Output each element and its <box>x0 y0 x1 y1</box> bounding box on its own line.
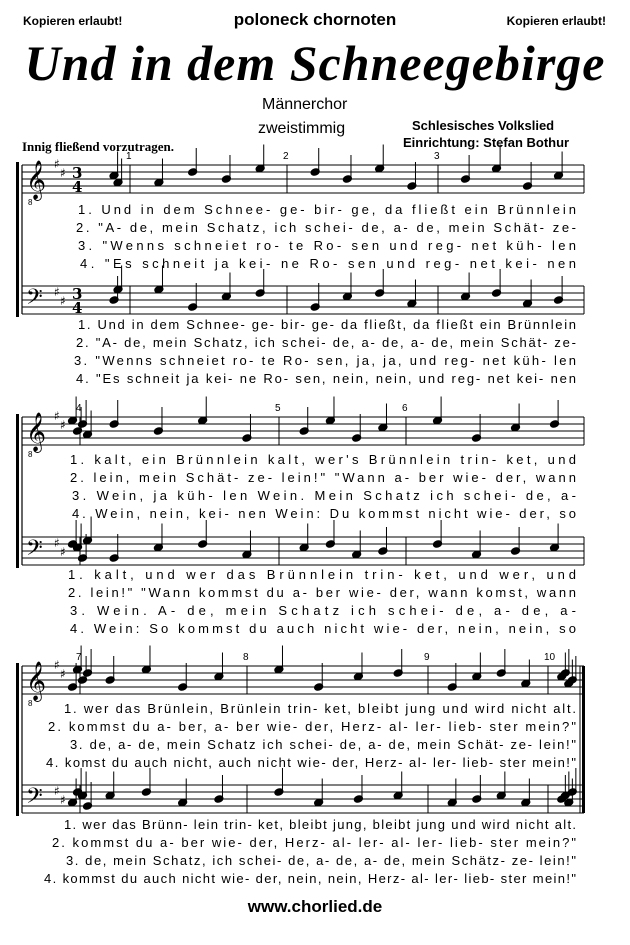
upper-voice-lyric-line: 3. Wein, ja küh- len Wein. Mein Schatz ich schei- de, a- <box>72 488 577 503</box>
lower-voice-lyric-line: 3. Wein. A- de, mein Schatz ich schei- de, a- de, a- <box>70 603 576 618</box>
treble-key-sharp-icon: ♯ <box>54 409 60 423</box>
measure-number: 2 <box>283 151 289 162</box>
song-source: Schlesisches Volkslied <box>412 118 555 133</box>
bass-key-sharp-icon: ♯ <box>60 294 66 308</box>
bass-key-sharp-icon: ♯ <box>54 285 60 299</box>
copy-notice-left: Kopieren erlaubt! <box>23 14 123 28</box>
upper-voice-lyric-line: 4. Wein, nein, kei- nen Wein: Du kommst nicht wie- der, so <box>72 506 576 521</box>
website-footer: www.chorlied.de <box>247 897 383 916</box>
upper-voice-lyric-line: 1. kalt, ein Brünnlein kalt, wer's Brünnlein trin- ket, und <box>70 452 576 467</box>
lower-voice-lyric-line: 2. lein!" "Wann kommst du a- ber wie- der, wann komst, wann <box>68 585 576 600</box>
time-signature-bottom: 4 <box>72 299 83 317</box>
bass-clef-icon: 𝄢 <box>26 784 43 814</box>
lower-voice-lyric-line: 1. kalt, und wer das Brünnlein trin- ket, und wer, und <box>68 567 577 582</box>
voicing-line-2: zweistimmig <box>258 120 346 137</box>
lower-voice-lyric-line: 4. kommst du auch nicht wie- der, nein, nein, Herz- al- ler- lieb- ster mein!" <box>44 871 576 886</box>
upper-voice-lyric-line: 4. "Es schneit ja kei- ne Ro- sen und reg- net kei- nen <box>80 256 577 271</box>
upper-voice-lyric-line: 3. de, a- de, mein Schatz ich schei- de, a- de, mein Schät- ze- lein!" <box>70 737 576 752</box>
treble-key-sharp-icon: ♯ <box>60 667 66 681</box>
measure-number: 3 <box>434 151 440 162</box>
lower-voice-lyric-line: 1. Und in dem Schnee- ge- bir- ge- da fließt, da fließt ein Brünnlein <box>78 317 576 332</box>
upper-voice-lyric-line: 3. "Wenns schneiet ro- te Ro- sen und reg- net küh- len <box>78 238 576 253</box>
measure-number: 4 <box>76 403 82 414</box>
upper-voice-lyric-line: 1. Und in dem Schnee- ge- bir- ge, da fließt ein Brünnlein <box>78 202 576 217</box>
arranger-credit: Einrichtung: Stefan Bothur <box>403 135 570 150</box>
upper-voice-lyric-line: 1. wer das Brünlein, Brünlein trin- ket, bleibt jung und wird nicht alt. <box>64 701 576 716</box>
measure-number: 10 <box>544 652 556 663</box>
system-brace <box>16 162 19 317</box>
lower-voice-lyric-line: 3. de, mein Schatz, ich schei- de, a- de, a- de, mein Schätz- ze- lein!" <box>66 853 576 868</box>
treble-key-sharp-icon: ♯ <box>54 658 60 672</box>
final-barline-thick <box>582 666 585 813</box>
tempo-marking: Innig fließend vorzutragen. <box>22 139 175 154</box>
measure-number: 6 <box>402 403 408 414</box>
system-brace <box>16 663 19 816</box>
treble-clef-icon: 𝄞 <box>26 160 47 200</box>
brand-name: poloneck chornoten <box>233 10 397 29</box>
treble-key-sharp-icon: ♯ <box>60 418 66 432</box>
lower-voice-lyric-line: 4. "Es schneit ja kei- ne Ro- sen, nein, nein, und reg- net kei- nen <box>76 371 577 386</box>
bass-key-sharp-icon: ♯ <box>54 536 60 550</box>
octave-marker: 8 <box>28 699 33 708</box>
lower-voice-lyric-line: 3. "Wenns schneiet ro- te Ro- sen, ja, ja, und reg- net küh- len <box>74 353 576 368</box>
upper-voice-lyric-line: 4. komst du auch nicht, auch nicht wie- der, Herz- al- ler- lieb- ster mein!" <box>46 755 577 770</box>
upper-voice-lyric-line: 2. "A- de, mein Schatz, ich schei- de, a- de, mein Schät- ze- <box>76 220 576 235</box>
bass-key-sharp-icon: ♯ <box>60 545 66 559</box>
upper-voice-lyric-line: 2. kommst du a- ber, a- ber wie- der, Herz- al- ler- lieb- ster mein?" <box>48 719 577 734</box>
time-signature-top: 3 <box>72 164 83 182</box>
treble-clef-icon: 𝄞 <box>26 412 47 452</box>
measure-number: 7 <box>76 652 82 663</box>
octave-marker: 8 <box>28 450 33 459</box>
treble-key-sharp-icon: ♯ <box>54 157 60 171</box>
octave-marker: 8 <box>28 198 33 207</box>
treble-key-sharp-icon: ♯ <box>60 166 66 180</box>
time-signature-bottom: 4 <box>72 178 83 196</box>
song-title: Und in dem Schneegebirge <box>24 35 606 91</box>
measure-number: 5 <box>275 403 281 414</box>
lower-voice-lyric-line: 2. "A- de, mein Schatz, ich schei- de, a- de, a- de, mein Schät- ze- <box>76 335 576 350</box>
bass-clef-icon: 𝄢 <box>26 285 43 315</box>
lower-voice-lyric-line: 2. kommst du a- ber wie- der, Herz- al- ler- al- ler- lieb- ster mein?" <box>52 835 576 850</box>
system-brace <box>16 414 19 568</box>
bass-key-sharp-icon: ♯ <box>60 793 66 807</box>
measure-number: 1 <box>126 151 132 162</box>
copy-notice-right: Kopieren erlaubt! <box>506 14 606 28</box>
time-signature-top: 3 <box>72 285 83 303</box>
measure-number: 8 <box>243 652 249 663</box>
voicing-line-1: Männerchor <box>262 96 348 113</box>
measure-number: 9 <box>424 652 430 663</box>
bass-key-sharp-icon: ♯ <box>54 784 60 798</box>
treble-clef-icon: 𝄞 <box>26 661 47 701</box>
bass-clef-icon: 𝄢 <box>26 536 43 566</box>
lower-voice-lyric-line: 4. Wein: So kommst du auch nicht wie- der, nein, nein, so <box>70 621 576 636</box>
lower-voice-lyric-line: 1. wer das Brünn- lein trin- ket, bleibt jung, bleibt jung und wird nicht alt. <box>64 817 577 832</box>
upper-voice-lyric-line: 2. lein, mein Schät- ze- lein!" "Wann a- ber wie- der, wann <box>70 470 576 485</box>
